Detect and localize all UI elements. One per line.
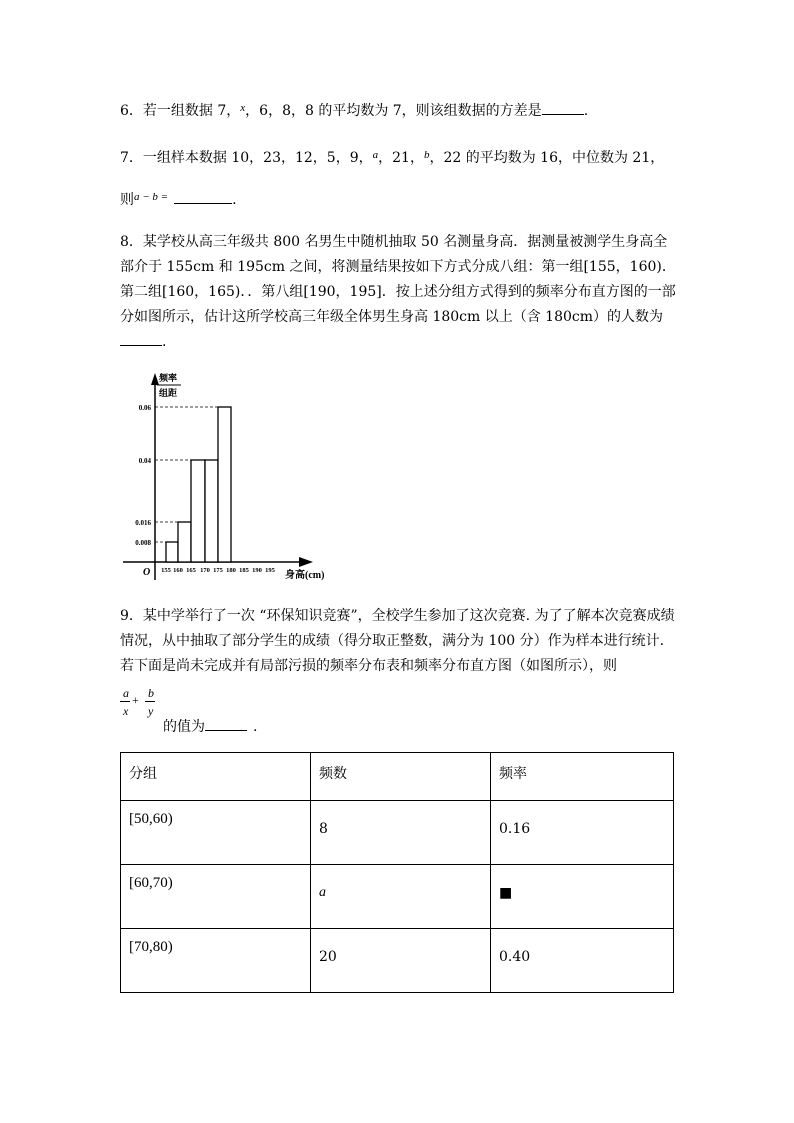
q7-mid: ，21， [378, 150, 424, 166]
cell-group: [70,80) [121, 929, 311, 993]
var-a: a [372, 149, 379, 161]
x-tick-185: 185 [239, 567, 249, 574]
answer-blank [174, 189, 232, 204]
x-tick-175: 175 [213, 567, 223, 574]
q7-text-2: ，22 的平均数为 16，中位数为 21， [429, 150, 665, 166]
question-7-line-2 [120, 189, 237, 209]
cell-frequency-smudged: ■ [491, 865, 674, 929]
frac1-numerator: a [123, 686, 129, 700]
q6-text-2: ，6，8，8 的平均数为 7，则该组数据的方差是 [245, 103, 542, 119]
question-7-line-1 [120, 147, 664, 167]
x-tick-155: 155 [161, 567, 171, 574]
fraction-expression [120, 686, 160, 726]
y-axis-arrow-icon [151, 373, 159, 385]
q9-end: . [253, 719, 258, 735]
q7-end: . [232, 192, 237, 208]
x-tick-195: 195 [265, 567, 275, 574]
frequency-table [120, 752, 674, 993]
x-tick-170: 170 [200, 567, 210, 574]
q7-expression: a − b = [134, 191, 169, 203]
plus-sign: + [132, 693, 139, 707]
x-tick-165: 165 [186, 567, 196, 574]
cell-group: [60,70) [121, 865, 311, 929]
frac1-denominator: x [123, 704, 129, 718]
q9-tail: 的值为 [163, 719, 205, 735]
bar-165-170 [191, 460, 205, 562]
table-row [121, 865, 674, 929]
bar-175-180 [218, 407, 231, 562]
q7-line2-prefix: 则 [120, 192, 134, 208]
cell-count: 20 [311, 929, 491, 993]
bar-170-175 [205, 460, 218, 562]
answer-blank [120, 331, 162, 346]
table-row [121, 801, 674, 865]
cell-group: [50,60) [121, 801, 311, 865]
y-tick-0.04: 0.04 [138, 457, 151, 465]
q8-text: 8．某学校从高三年级共 800 名男生中随机抽取 50 名测量身高．据测量被测学生身高全部介于 155cm 和 195cm 之间，将测量结果按如下方式分成八组：第一组[155，160)．第二组[160，165)．．第八组[190，195]．按上述分组方式得到的频率分布直方图的一部分如图所示，估计这所学校高三年级全体男生身高 180cm 以上（含 180cm）的人数为 [120, 234, 676, 325]
q6-text: 6．若一组数据 7， [120, 103, 241, 119]
question-6 [120, 100, 588, 120]
q9-text: 9．某中学举行了一次 “环保知识竞赛”，全校学生参加了这次竞赛. 为了了解本次竞赛成绩情况，从中抽取了部分学生的成绩（得分取正整数，满分为 100 分）作为样本进行统计. 若下面是尚未完成并有局部污损的频率分布表和频率分布直方图（如图所示），则 [120, 608, 675, 674]
y-tick-0.06: 0.06 [138, 404, 151, 412]
frequency-histogram [115, 365, 345, 590]
q8-end: . [162, 334, 167, 350]
cell-count: a [311, 865, 491, 929]
question-9-tail [163, 716, 257, 736]
table-header-row [121, 753, 674, 801]
y-axis-label-denominator: 组距 [159, 388, 178, 398]
cell-count: 8 [311, 801, 491, 865]
cell-frequency: 0.16 [491, 801, 674, 865]
x-tick-190: 190 [252, 567, 262, 574]
origin-label: O [143, 567, 151, 578]
header-count: 频数 [311, 753, 491, 801]
var-x: x [240, 102, 246, 114]
q7-text: 7．一组样本数据 10，23，12，5，9， [120, 150, 373, 166]
frac2-denominator: y [148, 704, 154, 718]
y-axis-label-numerator: 频率 [159, 373, 178, 383]
x-tick-180: 180 [226, 567, 236, 574]
frac2-numerator: b [148, 686, 154, 700]
question-8 [120, 230, 676, 355]
q6-end: . [583, 103, 589, 119]
bar-155-160 [166, 542, 178, 562]
y-tick-0.008: 0.008 [135, 539, 151, 547]
question-9 [120, 604, 676, 679]
answer-blank [542, 100, 584, 115]
x-axis-arrow-icon [299, 557, 313, 567]
cell-frequency: 0.40 [491, 929, 674, 993]
table-row [121, 929, 674, 993]
var-b: b [423, 149, 430, 161]
bar-160-165 [178, 522, 191, 562]
x-tick-160: 160 [173, 567, 183, 574]
x-axis-label: 身高(cm) [285, 570, 325, 581]
header-group: 分组 [121, 753, 311, 801]
header-frequency: 频率 [491, 753, 674, 801]
answer-blank [205, 716, 247, 731]
y-tick-0.016: 0.016 [135, 519, 151, 527]
